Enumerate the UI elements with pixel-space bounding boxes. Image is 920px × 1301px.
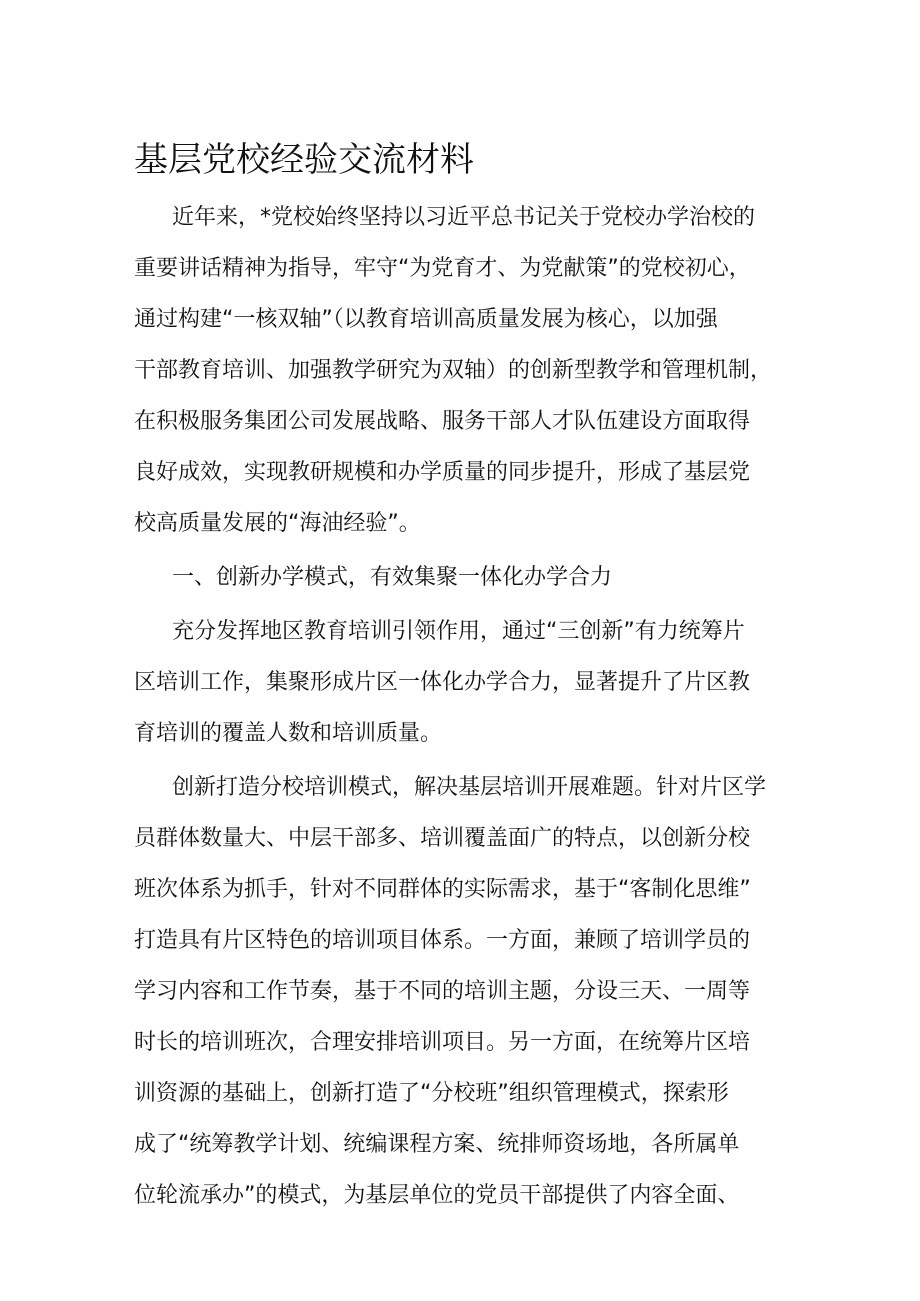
body-line: 员群体数量大、中层干部多、培训覆盖面广的特点，以创新分校 xyxy=(134,826,751,851)
body-line: 在积极服务集团公司发展战略、服务干部人才队伍建设方面取得 xyxy=(134,409,751,434)
body-line: 充分发挥地区教育培训引领作用，通过“三创新”有力统筹片 xyxy=(172,619,745,644)
body-line: 近年来，*党校始终坚持以习近平总书记关于党校办学治校的 xyxy=(172,205,756,230)
document-title: 基层党校经验交流材料 xyxy=(134,140,474,180)
body-line: 通过构建“一核双轴”（以教育培训高质量发展为核心，以加强 xyxy=(134,307,718,332)
body-line: 位轮流承办”的模式，为基层单位的党员干部提供了内容全面、 xyxy=(134,1183,740,1208)
body-line: 创新打造分校培训模式，解决基层培训开展难题。针对片区学 xyxy=(172,775,767,800)
body-line: 干部教育培训、加强教学研究为双轴）的创新型教学和管理机制， xyxy=(134,358,773,383)
body-line: 校高质量发展的“海油经验”。 xyxy=(134,511,421,536)
body-line: 训资源的基础上，创新打造了“分校班”组织管理模式，探索形 xyxy=(134,1081,729,1106)
body-line: 育培训的覆盖人数和培训质量。 xyxy=(134,721,443,746)
body-line: 良好成效，实现教研规模和办学质量的同步提升，形成了基层党 xyxy=(134,460,751,485)
body-line: 学习内容和工作节奏，基于不同的培训主题，分设三天、一周等 xyxy=(134,979,751,1004)
body-line: 成了“统筹教学计划、统编课程方案、统排师资场地，各所属单 xyxy=(134,1132,740,1157)
body-line: 重要讲话精神为指导，牢守“为党育才、为党献策”的党校初心， xyxy=(134,256,751,281)
section-heading: 一、创新办学模式，有效集聚一体化办学合力 xyxy=(172,565,613,590)
document-body xyxy=(134,0,794,1301)
body-line: 时长的培训班次，合理安排培训项目。另一方面，在统筹片区培 xyxy=(134,1030,751,1055)
body-line: 班次体系为抓手，针对不同群体的实际需求，基于“客制化思维” xyxy=(134,877,751,902)
body-line: 区培训工作，集聚形成片区一体化办学合力，显著提升了片区教 xyxy=(134,670,751,695)
body-line: 打造具有片区特色的培训项目体系。一方面，兼顾了培训学员的 xyxy=(134,928,751,953)
